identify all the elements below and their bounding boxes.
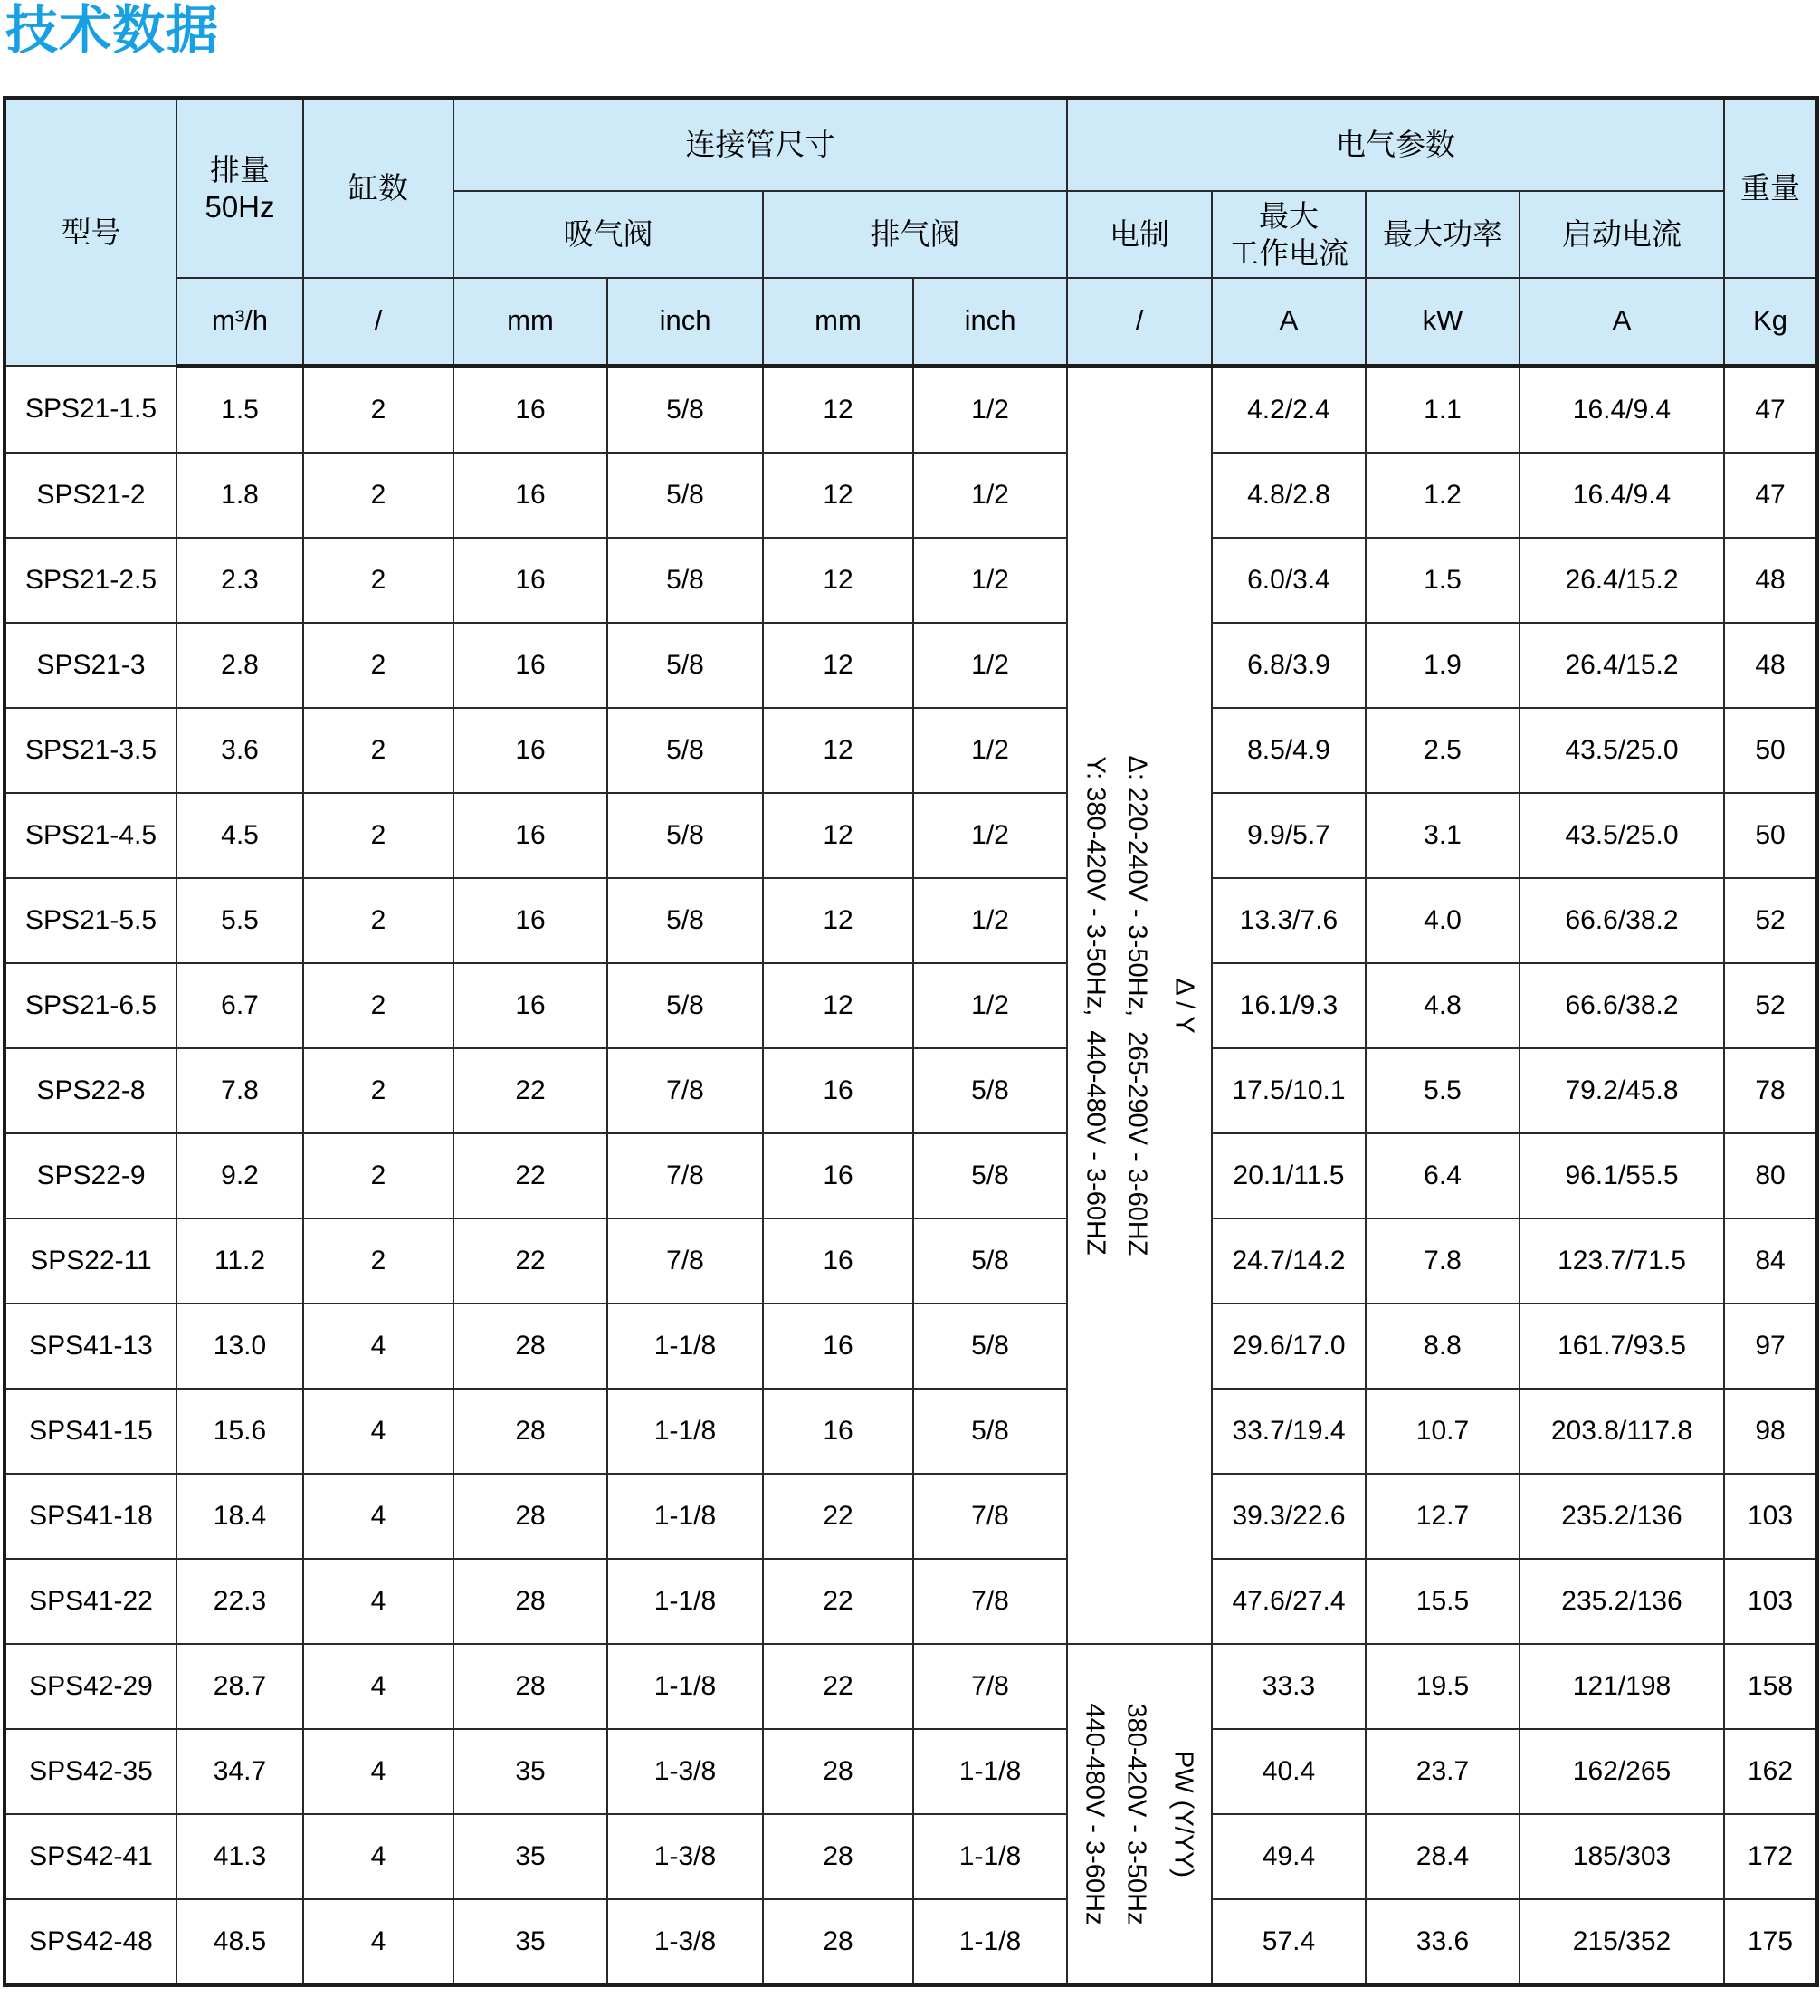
max-current-cell: 49.4 (1212, 1814, 1366, 1899)
cylinders-cell: 2 (303, 793, 453, 878)
header-start-current: 启动电流 (1520, 191, 1724, 278)
suction-inch-cell: 5/8 (607, 963, 763, 1048)
suction-mm-cell: 16 (453, 538, 607, 623)
start-current-cell: 66.6/38.2 (1520, 963, 1724, 1048)
suction-mm-cell: 28 (453, 1559, 607, 1644)
suction-mm-cell: 35 (453, 1729, 607, 1814)
discharge-mm-cell: 28 (763, 1729, 913, 1814)
unit-max-current: A (1212, 278, 1366, 367)
suction-mm-cell: 16 (453, 708, 607, 793)
model-cell: SPS21-3 (5, 623, 176, 708)
unit-suction-mm: mm (453, 278, 607, 367)
discharge-mm-cell: 12 (763, 366, 913, 453)
discharge-inch-cell: 5/8 (913, 1304, 1067, 1389)
unit-discharge-mm: mm (763, 278, 913, 367)
header-weight: 重量 (1724, 98, 1817, 278)
suction-mm-cell: 22 (453, 1218, 607, 1304)
header-discharge-valve: 排气阀 (763, 191, 1067, 278)
suction-mm-cell: 28 (453, 1644, 607, 1729)
discharge-mm-cell: 16 (763, 1048, 913, 1133)
suction-mm-cell: 16 (453, 366, 607, 453)
table-row (5, 1644, 1817, 1729)
suction-inch-cell: 5/8 (607, 878, 763, 963)
table-row (5, 1133, 1817, 1218)
displacement-cell: 7.8 (176, 1048, 303, 1133)
max-current-cell: 57.4 (1212, 1899, 1366, 1985)
max-current-cell: 6.8/3.9 (1212, 623, 1366, 708)
model-cell: SPS42-48 (5, 1899, 176, 1985)
discharge-inch-cell: 1-1/8 (913, 1729, 1067, 1814)
displacement-cell: 3.6 (176, 708, 303, 793)
suction-mm-cell: 35 (453, 1814, 607, 1899)
start-current-cell: 235.2/136 (1520, 1559, 1724, 1644)
discharge-mm-cell: 12 (763, 708, 913, 793)
discharge-inch-cell: 1/2 (913, 963, 1067, 1048)
suction-inch-cell: 5/8 (607, 538, 763, 623)
max-current-cell: 8.5/4.9 (1212, 708, 1366, 793)
discharge-mm-cell: 16 (763, 1304, 913, 1389)
table-row (5, 1559, 1817, 1644)
displacement-cell: 6.7 (176, 963, 303, 1048)
weight-cell: 50 (1724, 708, 1817, 793)
model-cell: SPS22-11 (5, 1218, 176, 1304)
max-current-cell: 6.0/3.4 (1212, 538, 1366, 623)
displacement-cell: 28.7 (176, 1644, 303, 1729)
displacement-cell: 5.5 (176, 878, 303, 963)
table-row (5, 366, 1817, 453)
discharge-inch-cell: 1-1/8 (913, 1814, 1067, 1899)
max-power-cell: 12.7 (1366, 1474, 1520, 1559)
weight-cell: 78 (1724, 1048, 1817, 1133)
model-cell: SPS21-2 (5, 453, 176, 538)
spec-table (3, 96, 1819, 1987)
cylinders-cell: 2 (303, 1133, 453, 1218)
suction-mm-cell: 16 (453, 878, 607, 963)
discharge-inch-cell: 7/8 (913, 1644, 1067, 1729)
start-current-cell: 43.5/25.0 (1520, 793, 1724, 878)
max-current-cell: 29.6/17.0 (1212, 1304, 1366, 1389)
model-cell: SPS22-9 (5, 1133, 176, 1218)
displacement-cell: 2.8 (176, 623, 303, 708)
cylinders-cell: 4 (303, 1729, 453, 1814)
suction-inch-cell: 7/8 (607, 1048, 763, 1133)
start-current-cell: 43.5/25.0 (1520, 708, 1724, 793)
weight-cell: 97 (1724, 1304, 1817, 1389)
model-cell: SPS42-29 (5, 1644, 176, 1729)
max-power-cell: 4.8 (1366, 963, 1520, 1048)
header-max-current (1212, 191, 1366, 278)
power-supply-cell (1067, 1644, 1212, 1985)
table-row (5, 1729, 1817, 1814)
cylinders-cell: 4 (303, 1644, 453, 1729)
model-cell: SPS21-3.5 (5, 708, 176, 793)
suction-inch-cell: 1-1/8 (607, 1304, 763, 1389)
table-row (5, 1474, 1817, 1559)
power-supply-cell (1067, 366, 1212, 1644)
displacement-cell: 13.0 (176, 1304, 303, 1389)
discharge-mm-cell: 12 (763, 623, 913, 708)
max-current-cell: 40.4 (1212, 1729, 1366, 1814)
start-current-cell: 123.7/71.5 (1520, 1218, 1724, 1304)
cylinders-cell: 2 (303, 708, 453, 793)
suction-mm-cell: 16 (453, 793, 607, 878)
max-power-cell: 1.2 (1366, 453, 1520, 538)
max-power-cell: 3.1 (1366, 793, 1520, 878)
cylinders-cell: 2 (303, 623, 453, 708)
weight-cell: 80 (1724, 1133, 1817, 1218)
suction-inch-cell: 7/8 (607, 1133, 763, 1218)
power-supply-rotated-text (1068, 1645, 1211, 1983)
cylinders-cell: 2 (303, 538, 453, 623)
model-cell: SPS21-6.5 (5, 963, 176, 1048)
cylinders-cell: 2 (303, 366, 453, 453)
header-displacement-line2: 50Hz (205, 189, 275, 224)
suction-inch-cell: 1-3/8 (607, 1729, 763, 1814)
weight-cell: 84 (1724, 1218, 1817, 1304)
model-cell: SPS41-22 (5, 1559, 176, 1644)
weight-cell: 172 (1724, 1814, 1817, 1899)
table-row (5, 1389, 1817, 1474)
displacement-cell: 1.8 (176, 453, 303, 538)
table-row (5, 453, 1817, 538)
model-cell: SPS41-18 (5, 1474, 176, 1559)
model-cell: SPS21-4.5 (5, 793, 176, 878)
weight-cell: 47 (1724, 366, 1817, 453)
table-row (5, 1218, 1817, 1304)
discharge-inch-cell: 1/2 (913, 366, 1067, 453)
discharge-mm-cell: 16 (763, 1218, 913, 1304)
header-pipe-group: 连接管尺寸 (453, 98, 1067, 191)
discharge-inch-cell: 1/2 (913, 538, 1067, 623)
table-header (5, 98, 1817, 367)
unit-weight: Kg (1724, 278, 1817, 367)
start-current-cell: 121/198 (1520, 1644, 1724, 1729)
weight-cell: 103 (1724, 1474, 1817, 1559)
table-body (5, 366, 1817, 1985)
suction-inch-cell: 1-3/8 (607, 1899, 763, 1985)
max-power-cell: 7.8 (1366, 1218, 1520, 1304)
suction-inch-cell: 1-1/8 (607, 1644, 763, 1729)
power-supply-line: 380-420V - 3-50Hz (1122, 1703, 1151, 1925)
max-current-cell: 47.6/27.4 (1212, 1559, 1366, 1644)
weight-cell: 162 (1724, 1729, 1817, 1814)
discharge-inch-cell: 7/8 (913, 1474, 1067, 1559)
cylinders-cell: 4 (303, 1814, 453, 1899)
power-supply-line: Δ: 220-240V - 3-50Hz, 265-290V - 3-60HZ (1122, 755, 1151, 1256)
model-cell: SPS42-35 (5, 1729, 176, 1814)
displacement-cell: 48.5 (176, 1899, 303, 1985)
suction-mm-cell: 16 (453, 453, 607, 538)
start-current-cell: 161.7/93.5 (1520, 1304, 1724, 1389)
discharge-mm-cell: 16 (763, 1389, 913, 1474)
power-supply-line: Δ / Y (1169, 978, 1198, 1034)
weight-cell: 48 (1724, 623, 1817, 708)
header-max-current-line1: 最大 (1259, 198, 1319, 233)
page-title: 技术数据 (5, 1, 220, 60)
discharge-inch-cell: 1/2 (913, 453, 1067, 538)
discharge-mm-cell: 12 (763, 878, 913, 963)
max-current-cell: 33.7/19.4 (1212, 1389, 1366, 1474)
cylinders-cell: 2 (303, 453, 453, 538)
discharge-inch-cell: 1/2 (913, 793, 1067, 878)
suction-mm-cell: 22 (453, 1048, 607, 1133)
cylinders-cell: 2 (303, 1048, 453, 1133)
unit-max-power: kW (1366, 278, 1520, 367)
unit-cylinders: / (303, 278, 453, 367)
suction-mm-cell: 35 (453, 1899, 607, 1985)
start-current-cell: 16.4/9.4 (1520, 366, 1724, 453)
max-power-cell: 1.5 (1366, 538, 1520, 623)
start-current-cell: 26.4/15.2 (1520, 538, 1724, 623)
discharge-inch-cell: 5/8 (913, 1389, 1067, 1474)
weight-cell: 158 (1724, 1644, 1817, 1729)
header-max-current-line2: 工作电流 (1229, 235, 1348, 270)
unit-suction-inch: inch (607, 278, 763, 367)
cylinders-cell: 4 (303, 1389, 453, 1474)
weight-cell: 175 (1724, 1899, 1817, 1985)
table-row (5, 1304, 1817, 1389)
start-current-cell: 203.8/117.8 (1520, 1389, 1724, 1474)
max-power-cell: 28.4 (1366, 1814, 1520, 1899)
model-cell: SPS22-8 (5, 1048, 176, 1133)
start-current-cell: 235.2/136 (1520, 1474, 1724, 1559)
max-power-cell: 4.0 (1366, 878, 1520, 963)
suction-inch-cell: 7/8 (607, 1218, 763, 1304)
start-current-cell: 16.4/9.4 (1520, 453, 1724, 538)
displacement-cell: 2.3 (176, 538, 303, 623)
cylinders-cell: 4 (303, 1899, 453, 1985)
discharge-inch-cell: 1/2 (913, 878, 1067, 963)
suction-mm-cell: 22 (453, 1133, 607, 1218)
suction-mm-cell: 28 (453, 1304, 607, 1389)
discharge-mm-cell: 22 (763, 1474, 913, 1559)
model-cell: SPS21-1.5 (5, 366, 176, 453)
start-current-cell: 162/265 (1520, 1729, 1724, 1814)
suction-mm-cell: 28 (453, 1389, 607, 1474)
suction-inch-cell: 1-3/8 (607, 1814, 763, 1899)
suction-mm-cell: 16 (453, 963, 607, 1048)
table-row (5, 1048, 1817, 1133)
max-current-cell: 16.1/9.3 (1212, 963, 1366, 1048)
discharge-inch-cell: 5/8 (913, 1133, 1067, 1218)
start-current-cell: 79.2/45.8 (1520, 1048, 1724, 1133)
max-current-cell: 4.2/2.4 (1212, 366, 1366, 453)
model-cell: SPS41-15 (5, 1389, 176, 1474)
model-cell: SPS21-2.5 (5, 538, 176, 623)
weight-cell: 98 (1724, 1389, 1817, 1474)
suction-inch-cell: 5/8 (607, 623, 763, 708)
start-current-cell: 185/303 (1520, 1814, 1724, 1899)
suction-inch-cell: 5/8 (607, 708, 763, 793)
unit-displacement: m³/h (176, 278, 303, 367)
suction-inch-cell: 1-1/8 (607, 1389, 763, 1474)
displacement-cell: 18.4 (176, 1474, 303, 1559)
max-current-cell: 13.3/7.6 (1212, 878, 1366, 963)
weight-cell: 103 (1724, 1559, 1817, 1644)
displacement-cell: 22.3 (176, 1559, 303, 1644)
header-power-supply: 电制 (1067, 191, 1212, 278)
max-current-cell: 33.3 (1212, 1644, 1366, 1729)
unit-start-current: A (1520, 278, 1724, 367)
discharge-inch-cell: 7/8 (913, 1559, 1067, 1644)
max-power-cell: 2.5 (1366, 708, 1520, 793)
displacement-cell: 41.3 (176, 1814, 303, 1899)
max-current-cell: 24.7/14.2 (1212, 1218, 1366, 1304)
weight-cell: 47 (1724, 453, 1817, 538)
displacement-cell: 34.7 (176, 1729, 303, 1814)
unit-power-supply: / (1067, 278, 1212, 367)
table-row (5, 708, 1817, 793)
header-electrical-group: 电气参数 (1067, 98, 1724, 191)
weight-cell: 52 (1724, 963, 1817, 1048)
suction-inch-cell: 5/8 (607, 453, 763, 538)
displacement-cell: 15.6 (176, 1389, 303, 1474)
max-current-cell: 17.5/10.1 (1212, 1048, 1366, 1133)
table-row (5, 793, 1817, 878)
power-supply-line: Y: 380-420V - 3-50Hz, 440-480V - 3-60HZ (1081, 756, 1110, 1256)
discharge-mm-cell: 12 (763, 793, 913, 878)
max-power-cell: 19.5 (1366, 1644, 1520, 1729)
start-current-cell: 215/352 (1520, 1899, 1724, 1985)
model-cell: SPS42-41 (5, 1814, 176, 1899)
header-displacement (176, 98, 303, 278)
max-current-cell: 20.1/11.5 (1212, 1133, 1366, 1218)
discharge-mm-cell: 12 (763, 538, 913, 623)
max-current-cell: 39.3/22.6 (1212, 1474, 1366, 1559)
discharge-mm-cell: 12 (763, 963, 913, 1048)
table-row (5, 623, 1817, 708)
discharge-mm-cell: 16 (763, 1133, 913, 1218)
power-supply-line: PW (Y/YY) (1169, 1750, 1198, 1877)
header-displacement-line1: 排量 (210, 152, 270, 186)
discharge-inch-cell: 5/8 (913, 1048, 1067, 1133)
weight-cell: 50 (1724, 793, 1817, 878)
header-suction-valve: 吸气阀 (453, 191, 763, 278)
max-current-cell: 4.8/2.8 (1212, 453, 1366, 538)
max-power-cell: 23.7 (1366, 1729, 1520, 1814)
power-supply-line: 440-480V - 3-60Hz (1081, 1703, 1110, 1925)
suction-inch-cell: 5/8 (607, 366, 763, 453)
displacement-cell: 4.5 (176, 793, 303, 878)
max-power-cell: 10.7 (1366, 1389, 1520, 1474)
power-supply-rotated-text (1068, 368, 1211, 1643)
table-row (5, 1814, 1817, 1899)
table-row (5, 963, 1817, 1048)
displacement-cell: 9.2 (176, 1133, 303, 1218)
header-model: 型号 (5, 98, 176, 367)
cylinders-cell: 4 (303, 1559, 453, 1644)
cylinders-cell: 4 (303, 1474, 453, 1559)
cylinders-cell: 2 (303, 1218, 453, 1304)
max-power-cell: 8.8 (1366, 1304, 1520, 1389)
discharge-inch-cell: 1/2 (913, 708, 1067, 793)
discharge-mm-cell: 28 (763, 1814, 913, 1899)
cylinders-cell: 2 (303, 878, 453, 963)
discharge-mm-cell: 22 (763, 1644, 913, 1729)
max-power-cell: 33.6 (1366, 1899, 1520, 1985)
unit-discharge-inch: inch (913, 278, 1067, 367)
suction-mm-cell: 16 (453, 623, 607, 708)
max-power-cell: 5.5 (1366, 1048, 1520, 1133)
discharge-mm-cell: 28 (763, 1899, 913, 1985)
discharge-inch-cell: 1-1/8 (913, 1899, 1067, 1985)
model-cell: SPS21-5.5 (5, 878, 176, 963)
discharge-mm-cell: 22 (763, 1559, 913, 1644)
suction-mm-cell: 28 (453, 1474, 607, 1559)
weight-cell: 48 (1724, 538, 1817, 623)
header-cylinders: 缸数 (303, 98, 453, 278)
suction-inch-cell: 1-1/8 (607, 1559, 763, 1644)
cylinders-cell: 4 (303, 1304, 453, 1389)
table-row (5, 1899, 1817, 1985)
discharge-inch-cell: 1/2 (913, 623, 1067, 708)
displacement-cell: 11.2 (176, 1218, 303, 1304)
table-row (5, 878, 1817, 963)
displacement-cell: 1.5 (176, 366, 303, 453)
max-power-cell: 6.4 (1366, 1133, 1520, 1218)
start-current-cell: 66.6/38.2 (1520, 878, 1724, 963)
suction-inch-cell: 5/8 (607, 793, 763, 878)
max-power-cell: 1.9 (1366, 623, 1520, 708)
header-max-power: 最大功率 (1366, 191, 1520, 278)
model-cell: SPS41-13 (5, 1304, 176, 1389)
start-current-cell: 26.4/15.2 (1520, 623, 1724, 708)
discharge-mm-cell: 12 (763, 453, 913, 538)
max-power-cell: 1.1 (1366, 366, 1520, 453)
max-power-cell: 15.5 (1366, 1559, 1520, 1644)
max-current-cell: 9.9/5.7 (1212, 793, 1366, 878)
weight-cell: 52 (1724, 878, 1817, 963)
suction-inch-cell: 1-1/8 (607, 1474, 763, 1559)
cylinders-cell: 2 (303, 963, 453, 1048)
start-current-cell: 96.1/55.5 (1520, 1133, 1724, 1218)
table-row (5, 538, 1817, 623)
discharge-inch-cell: 5/8 (913, 1218, 1067, 1304)
